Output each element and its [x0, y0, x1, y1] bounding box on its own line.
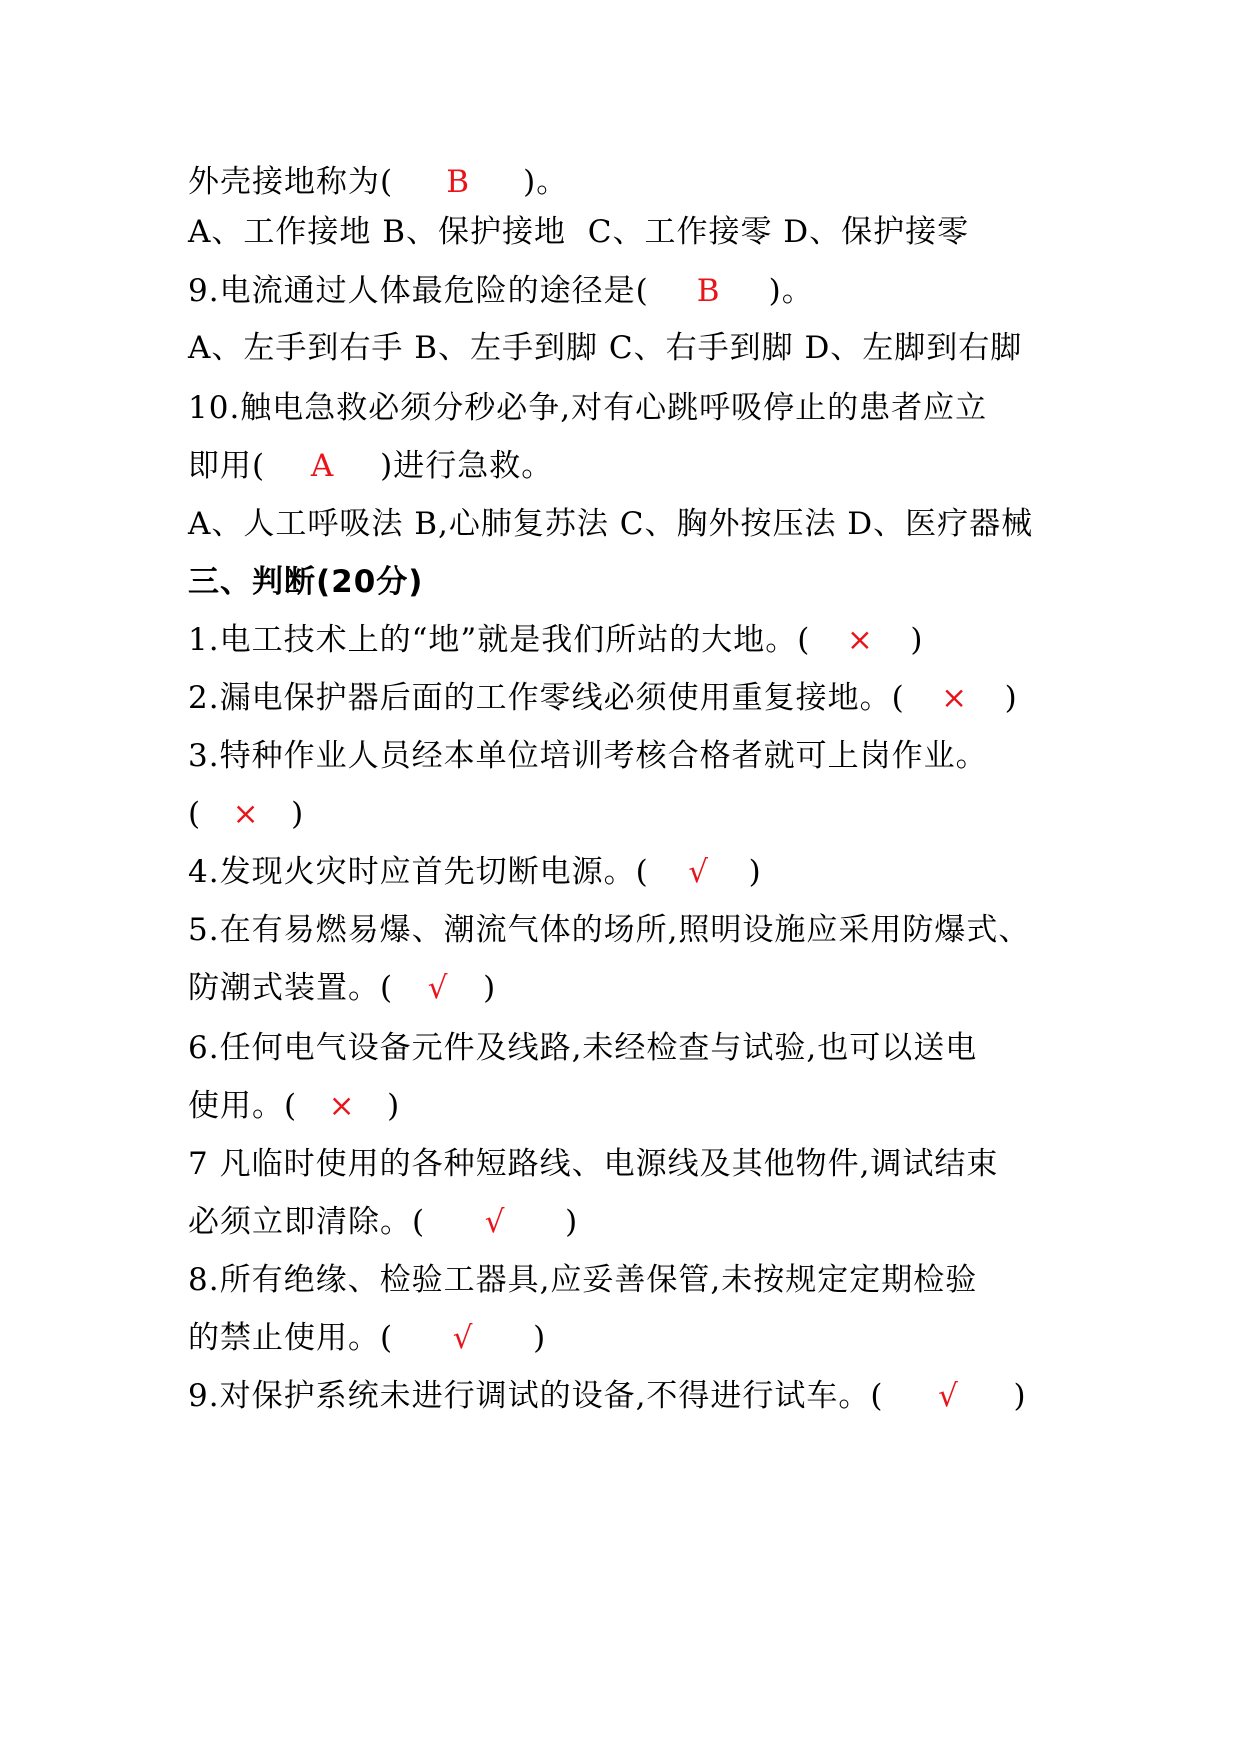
judgement-4: 4.发现火灾时应首先切断电源。( √ ): [188, 854, 762, 890]
judgement-6-line2: 使用。( × ): [188, 1088, 401, 1124]
wrong-mark: ×: [232, 796, 260, 832]
right-mark: √: [688, 854, 710, 890]
question-9-options: A、左手到右手 B、左手到脚 C、右手到脚 D、左脚到右脚: [188, 330, 1023, 366]
question-10-options: A、人工呼吸法 B,心肺复苏法 C、胸外按压法 D、医疗器械: [188, 506, 1034, 542]
judgement-5-line2: 防潮式装置。( √ ): [188, 970, 497, 1006]
section-heading: 三、判断(20分): [188, 564, 424, 600]
answer-mark: B: [696, 273, 721, 309]
judgement-9: 9.对保护系统未进行调试的设备,不得进行试车。( √ ): [188, 1378, 1027, 1414]
judgement-6-line1: 6.任何电气设备元件及线路,未经检查与试验,也可以送电: [188, 1030, 978, 1066]
wrong-mark: ×: [941, 680, 969, 716]
right-mark: √: [484, 1204, 506, 1240]
question-9-stem: 9.电流通过人体最危险的途径是( B )。: [188, 273, 814, 309]
wrong-mark: ×: [328, 1088, 356, 1124]
right-mark: √: [427, 970, 449, 1006]
judgement-7-line2: 必须立即清除。( √ ): [188, 1204, 579, 1240]
question-8-options: A、工作接地 B、保护接地 C、工作接零 D、保护接零: [188, 214, 970, 250]
judgement-3-line2: ( × ): [188, 796, 305, 832]
question-10-stem-line1: 10.触电急救必须分秒必争,对有心跳呼吸停止的患者应立: [188, 390, 988, 426]
judgement-8-line2: 的禁止使用。( √ ): [188, 1320, 547, 1356]
judgement-7-line1: 7 凡临时使用的各种短路线、电源线及其他物件,调试结束: [188, 1146, 999, 1182]
answer-mark: B: [446, 164, 470, 200]
right-mark: √: [938, 1378, 959, 1414]
judgement-5-line1: 5.在有易燃易爆、潮流气体的场所,照明设施应采用防爆式、: [188, 912, 1031, 948]
judgement-1: 1.电工技术上的“地”就是我们所站的大地。( × ): [188, 622, 924, 658]
answer-mark: A: [310, 448, 335, 484]
judgement-3-line1: 3.特种作业人员经本单位培训考核合格者就可上岗作业。: [188, 738, 988, 774]
judgement-2: 2.漏电保护器后面的工作零线必须使用重复接地。( × ): [188, 680, 1018, 716]
right-mark: √: [452, 1320, 474, 1356]
question-8-stem: 外壳接地称为( B )。: [188, 164, 569, 200]
question-10-stem-line2: 即用( A )进行急救。: [188, 448, 554, 484]
wrong-mark: ×: [846, 622, 874, 658]
judgement-8-line1: 8.所有绝缘、检验工器具,应妥善保管,未按规定定期检验: [188, 1262, 978, 1298]
